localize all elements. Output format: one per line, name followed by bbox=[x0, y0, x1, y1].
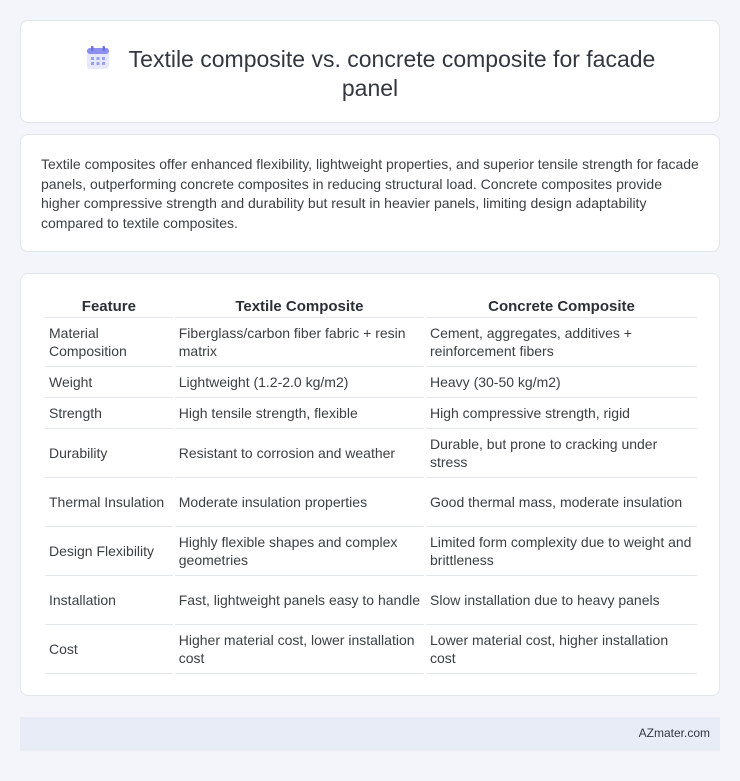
title-card bbox=[20, 20, 720, 123]
summary-card bbox=[20, 134, 720, 252]
textile-cell: High tensile strength, flexible bbox=[175, 398, 424, 429]
calendar-grid-icon bbox=[85, 45, 111, 71]
page-title: Textile composite vs. concrete composite for facade panel bbox=[128, 46, 656, 101]
table-row bbox=[45, 398, 697, 429]
column-header-concrete: Concrete Composite bbox=[426, 296, 697, 318]
table-row bbox=[45, 367, 697, 398]
concrete-cell: Slow installation due to heavy panels bbox=[426, 576, 697, 625]
table-row bbox=[45, 478, 697, 527]
column-header-feature: Feature bbox=[45, 296, 173, 318]
feature-cell: Thermal Insulation bbox=[45, 478, 173, 527]
feature-cell: Material Composition bbox=[45, 318, 173, 367]
textile-cell: Higher material cost, lower installation cost bbox=[175, 625, 424, 674]
comparison-table bbox=[43, 296, 699, 674]
concrete-cell: Lower material cost, higher installation cost bbox=[426, 625, 697, 674]
concrete-cell: Cement, aggregates, additives + reinforcement fibers bbox=[426, 318, 697, 367]
table-row bbox=[45, 527, 697, 576]
feature-cell: Weight bbox=[45, 367, 173, 398]
textile-cell: Highly flexible shapes and complex geometries bbox=[175, 527, 424, 576]
textile-cell: Resistant to corrosion and weather bbox=[175, 429, 424, 478]
feature-cell: Installation bbox=[45, 576, 173, 625]
footer-bar bbox=[20, 717, 720, 751]
comparison-table-card bbox=[20, 273, 720, 696]
concrete-cell: High compressive strength, rigid bbox=[426, 398, 697, 429]
feature-cell: Cost bbox=[45, 625, 173, 674]
page-title-wrap bbox=[61, 45, 679, 103]
summary-text: Textile composites offer enhanced flexibility, lightweight properties, and superior tensile strength for facade panels, outperforming concrete composites in reducing structural load. Concrete composites provide higher compressive strength and durability but result in heavier panels, limiting design adaptability compared to textile composites. bbox=[41, 156, 699, 231]
textile-cell: Fast, lightweight panels easy to handle bbox=[175, 576, 424, 625]
concrete-cell: Good thermal mass, moderate insulation bbox=[426, 478, 697, 527]
concrete-cell: Durable, but prone to cracking under stress bbox=[426, 429, 697, 478]
table-row bbox=[45, 318, 697, 367]
textile-cell: Fiberglass/carbon fiber fabric + resin matrix bbox=[175, 318, 424, 367]
table-row bbox=[45, 625, 697, 674]
table-row bbox=[45, 429, 697, 478]
concrete-cell: Heavy (30-50 kg/m2) bbox=[426, 367, 697, 398]
feature-cell: Durability bbox=[45, 429, 173, 478]
feature-cell: Design Flexibility bbox=[45, 527, 173, 576]
table-header-row bbox=[45, 296, 697, 318]
footer-brand: AZmater.com bbox=[638, 726, 710, 740]
textile-cell: Moderate insulation properties bbox=[175, 478, 424, 527]
feature-cell: Strength bbox=[45, 398, 173, 429]
textile-cell: Lightweight (1.2-2.0 kg/m2) bbox=[175, 367, 424, 398]
table-row bbox=[45, 576, 697, 625]
concrete-cell: Limited form complexity due to weight and brittleness bbox=[426, 527, 697, 576]
column-header-textile: Textile Composite bbox=[175, 296, 424, 318]
